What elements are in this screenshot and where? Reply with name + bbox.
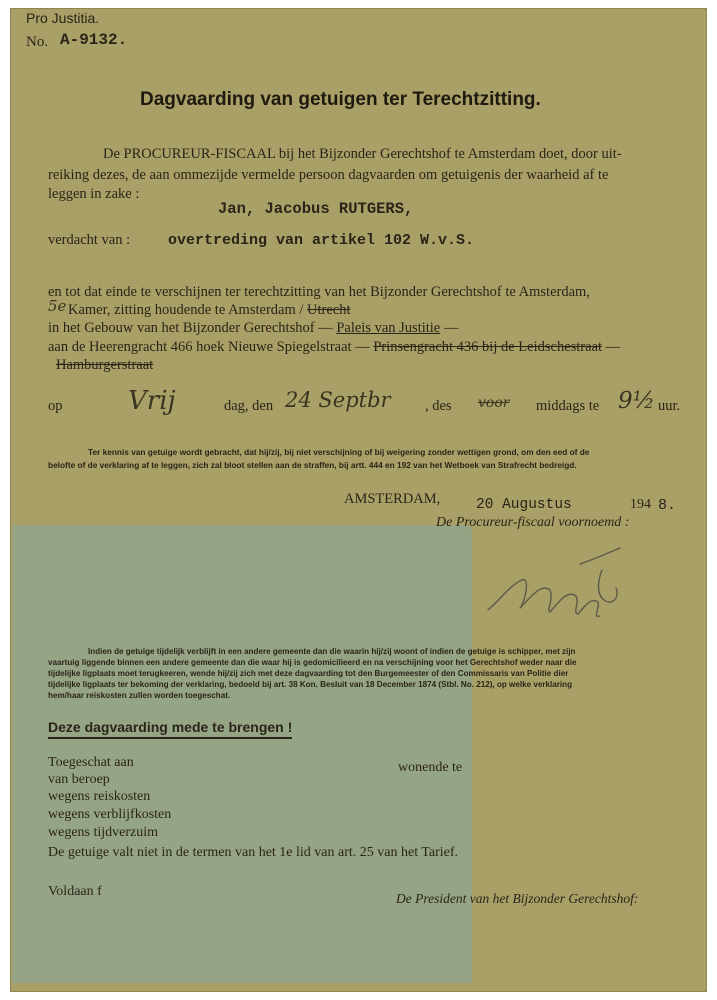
pro-justitia-label: Pro Justitia.	[26, 10, 100, 26]
year-prefix: 194	[630, 497, 651, 512]
verblijfkosten-label: wegens verblijfkosten	[48, 807, 172, 822]
tijdverzuim-label: wegens tijdverzuim	[48, 825, 159, 840]
charge-text: overtreding van artikel 102 W.v.S.	[168, 232, 475, 249]
prinsengracht-struck: Prinsengracht 436 bij de Leidschestraat	[373, 339, 603, 355]
suspect-label: verdacht van :	[48, 232, 131, 248]
accused-name: Jan, Jacobus RUTGERS,	[218, 200, 414, 218]
bring-notice: Deze dagvaarding mede te brengen !	[48, 719, 292, 739]
reiskosten-label: wegens reiskosten	[48, 789, 151, 804]
notice-line-1: Ter kennis van getuige wordt gebracht, dat hij/zij, bij niet verschijning of bij weigering zonder wettigen grond, om den eed of de	[88, 447, 590, 457]
case-number: A-9132.	[60, 31, 128, 49]
residence-line-1: Indien de getuige tijdelijk verblijft in een andere gemeente dan die waarin hij/zij woont of indien de getuige is schipper, met zijn	[88, 647, 576, 656]
uur-label: uur.	[658, 398, 681, 414]
beroep-label: van beroep	[48, 772, 110, 787]
utrecht-struck: Utrecht	[307, 302, 351, 318]
place-city: AMSTERDAM,	[344, 491, 441, 507]
voldaan-label: Voldaan f	[48, 884, 102, 899]
number-label: No.	[26, 34, 49, 50]
procureur-signature-caption: De Procureur-fiscaal voornoemd :	[436, 515, 630, 530]
handwritten-signature	[480, 540, 640, 625]
kamer-handwritten: 5e	[48, 297, 67, 315]
date-handwritten: 24 Septbr	[285, 388, 391, 412]
paleis-underlined: Paleis van Justitie	[336, 320, 441, 336]
typed-date: 20 Augustus	[476, 497, 572, 513]
intro-line-1: De PROCUREUR-FISCAAL bij het Bijzonder Gerechtshof te Amsterdam doet, door uit-	[103, 146, 622, 162]
intro-line-3: leggen in zake :	[48, 186, 140, 202]
appear-line-3: in het Gebouw van het Bijzonder Gerechtshof — Paleis van Justitie —	[48, 320, 459, 336]
appear-line-4: aan de Heerengracht 466 hoek Nieuwe Spiegelstraat — Prinsengracht 436 bij de Leidschestraat —	[48, 339, 621, 355]
paper-stain	[12, 525, 472, 983]
residence-line-5: hem/haar reiskosten zullen worden toegeschat.	[48, 691, 231, 700]
president-caption: De President van het Bijzonder Gerechtshof:	[396, 891, 639, 906]
time-handwritten: 9½	[618, 388, 655, 414]
document-title: Dagvaarding van getuigen ter Terechtzitting.	[140, 89, 541, 110]
intro-line-2: reiking dezes, de aan ommezijde vermelde persoon dagvaarden om getuigenis der waarheid af te	[48, 167, 609, 183]
dag-den-label: dag, den	[224, 398, 274, 414]
tarief-line: De getuige valt niet in de termen van het 1e lid van art. 25 van het Tarief.	[48, 845, 459, 860]
appear-line-1: en tot dat einde te verschijnen ter terechtzitting van het Bijzonder Gerechtshof te Amsterdam,	[48, 284, 590, 300]
voor-struck: voor	[478, 395, 510, 411]
notice-line-2: belofte of de verklaring af te leggen, zich zal bloot stellen aan de straffen, bij artt. 444 en 192 van het Wetboek van Strafrecht bedreigd.	[48, 460, 577, 470]
residence-line-3: tijdelijke ligplaats moet terugkeeren, wende hij/zij zich met deze dagvaarding tot den Burgemeester of den Commissaris van Politie dier	[48, 669, 569, 678]
appear-line-2: Kamer, zitting houdende te Amsterdam / Utrecht	[68, 302, 351, 318]
op-label: op	[48, 398, 63, 414]
residence-line-2: vaartuig liggende binnen een andere gemeente dan die waar hij is gedomicilieerd en na verschijning voor het Gerechtshof weder naar die	[48, 658, 577, 667]
toegeschat-label: Toegeschat aan	[48, 755, 134, 770]
des-label: , des	[425, 398, 452, 414]
residence-line-4: tijdelijke ligplaats ter bekoming der verklaring, bedoeld bij art. 38 Kon. Besluit van 18 December 1874 (Stbl. No. 212), op welke verklaring	[48, 680, 573, 689]
wonende-label: wonende te	[398, 760, 463, 775]
day-handwritten: Vrij	[128, 386, 176, 416]
hamburgerstraat-struck: Hamburgerstraat	[56, 357, 154, 373]
middags-label: middags te	[536, 398, 600, 414]
year-digit: 8.	[658, 497, 677, 514]
